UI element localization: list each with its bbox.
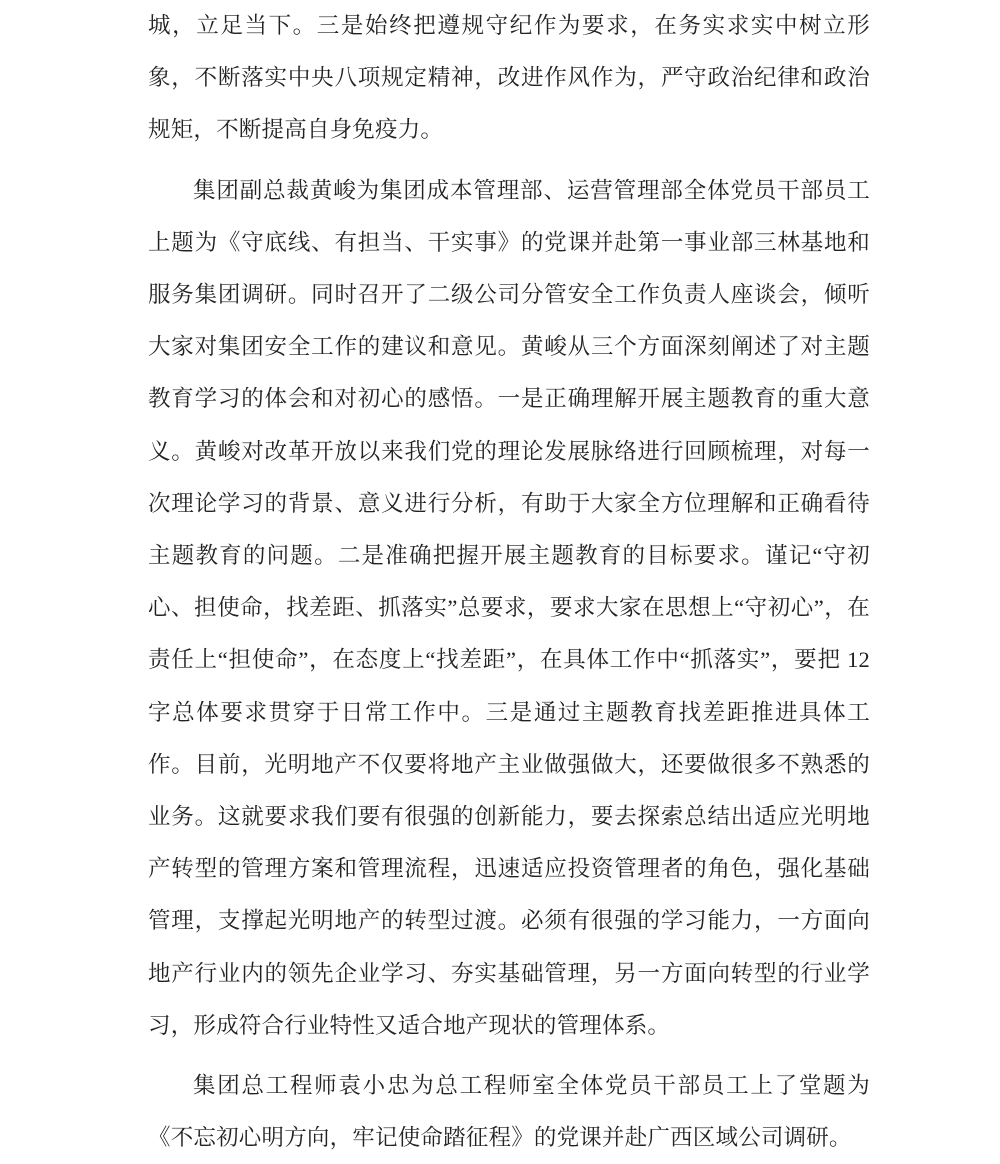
- paragraph-continuation: 城，立足当下。三是始终把遵规守纪作为要求，在务实求实中树立形象，不断落实中央八项规定精神，改进作风作为，严守政治纪律和政治规矩，不断提高自身免疫力。: [148, 13, 870, 143]
- paragraph-huang-jun-lecture: 集团副总裁黄峻为集团成本管理部、运营管理部全体党员干部员工上题为《守底线、有担当、干实事》的党课并赴第一事业部三林基地和服务集团调研。同时召开了二级公司分管安全工作负责人座谈会，倾听大家对集团安全工作的建议和意见。黄峻从三个方面深刻阐述了对主题教育学习的体会和对初心的感悟。一是正确理解开展主题教育的重大意义。黄峻对改革开放以来我们党的理论发展脉络进行回顾梳理，对每一次理论学习的背景、意义进行分析，有助于大家全方位理解和正确看待主题教育的问题。二是准确把握开展主题教育的目标要求。谨记“守初心、担使命，找差距、抓落实”总要求，要求大家在思想上“守初心”，在责任上“担使命”，在态度上“找差距”，在具体工作中“抓落实”，要把 12 字总体要求贯穿于日常工作中。三是通过主题教育找差距推进具体工作。目前，光明地产不仅要将地产主业做强做大，还要做很多不熟悉的业务。这就要求我们要有很强的创新能力，要去探索总结出适应光明地产转型的管理方案和管理流程，迅速适应投资管理者的角色，强化基础管理，支撑起光明地产的转型过渡。必须有很强的学习能力，一方面向地产行业内的领先企业学习、夯实基础管理，另一方面向转型的行业学习，形成符合行业特性又适合地产现状的管理体系。: [148, 177, 870, 1038]
- paragraph-yuan-xiaozhong-lecture: 集团总工程师袁小忠为总工程师室全体党员干部员工上了堂题为《不忘初心明方向，牢记使命踏征程》的党课并赴广西区域公司调研。: [148, 1073, 870, 1151]
